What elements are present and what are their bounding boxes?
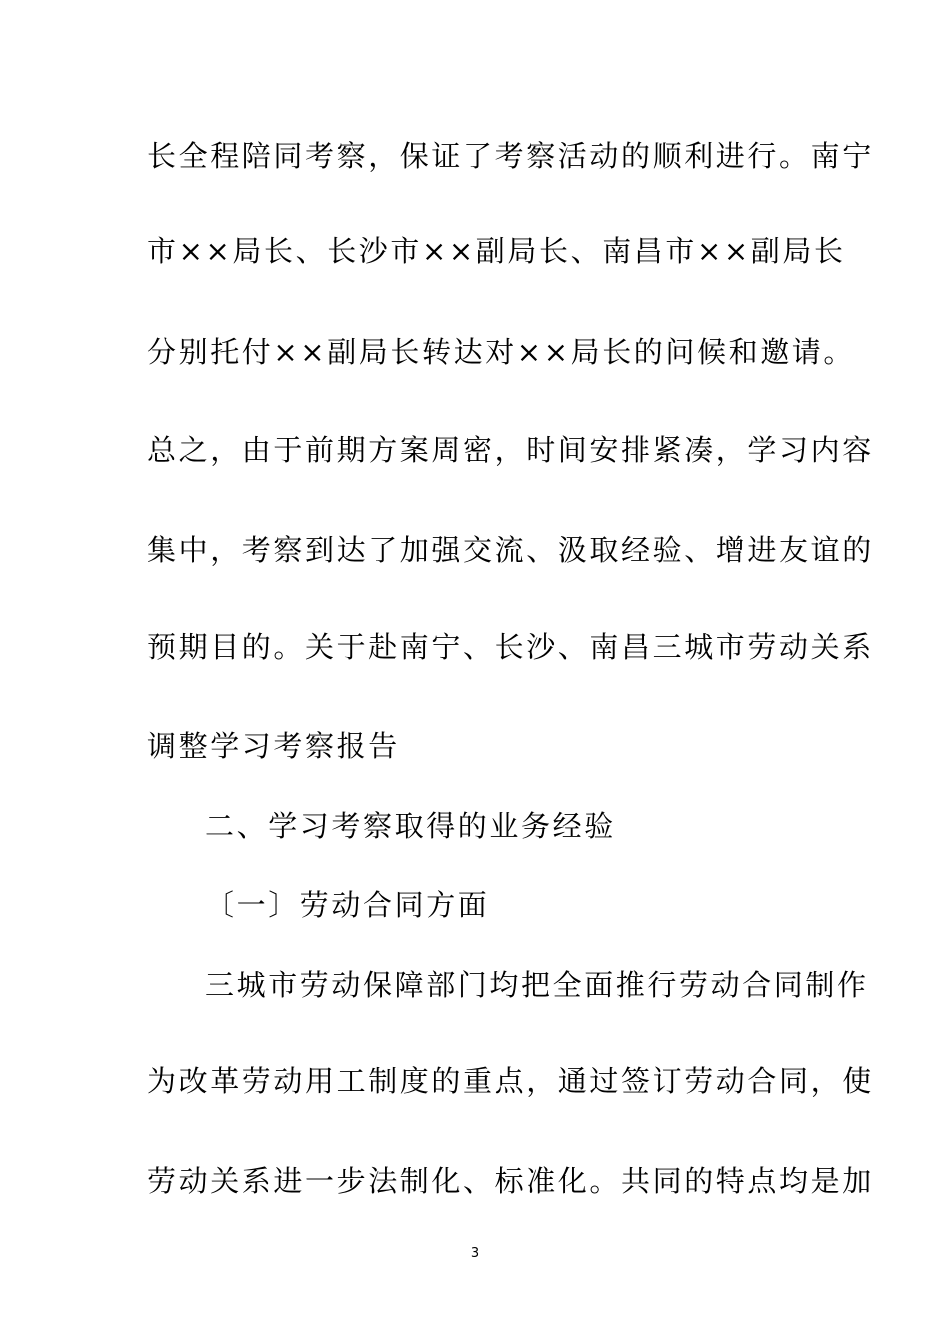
body-text-line: 长全程陪同考察，保证了考察活动的顺利进行。南宁 [147, 139, 874, 173]
body-text-line: 为改革劳动用工制度的重点，通过签订劳动合同，使 [147, 1064, 874, 1098]
body-text-line: 预期目的。关于赴南宁、长沙、南昌三城市劳动关系 [147, 630, 874, 664]
body-text-line: 调整学习考察报告 [147, 729, 400, 763]
body-text-line: 市××局长、长沙市××副局长、南昌市××副局长 [147, 234, 846, 268]
body-text-line: 分别托付××副局长转达对××局长的问候和邀请。 [147, 335, 855, 369]
subsection-heading: 〔一〕劳动合同方面 [205, 888, 490, 922]
body-text-line: 劳动关系进一步法制化、标准化。共同的特点均是加 [147, 1164, 874, 1198]
section-heading: 二、学习考察取得的业务经验 [205, 809, 616, 843]
paragraph-first-line: 三城市劳动保障部门均把全面推行劳动合同制作 [205, 968, 869, 1002]
page-number: 3 [470, 1246, 480, 1261]
body-text-line: 集中，考察到达了加强交流、汲取经验、增进友谊的 [147, 533, 874, 567]
body-text-line: 总之，由于前期方案周密，时间安排紧凑，学习内容 [147, 433, 874, 467]
